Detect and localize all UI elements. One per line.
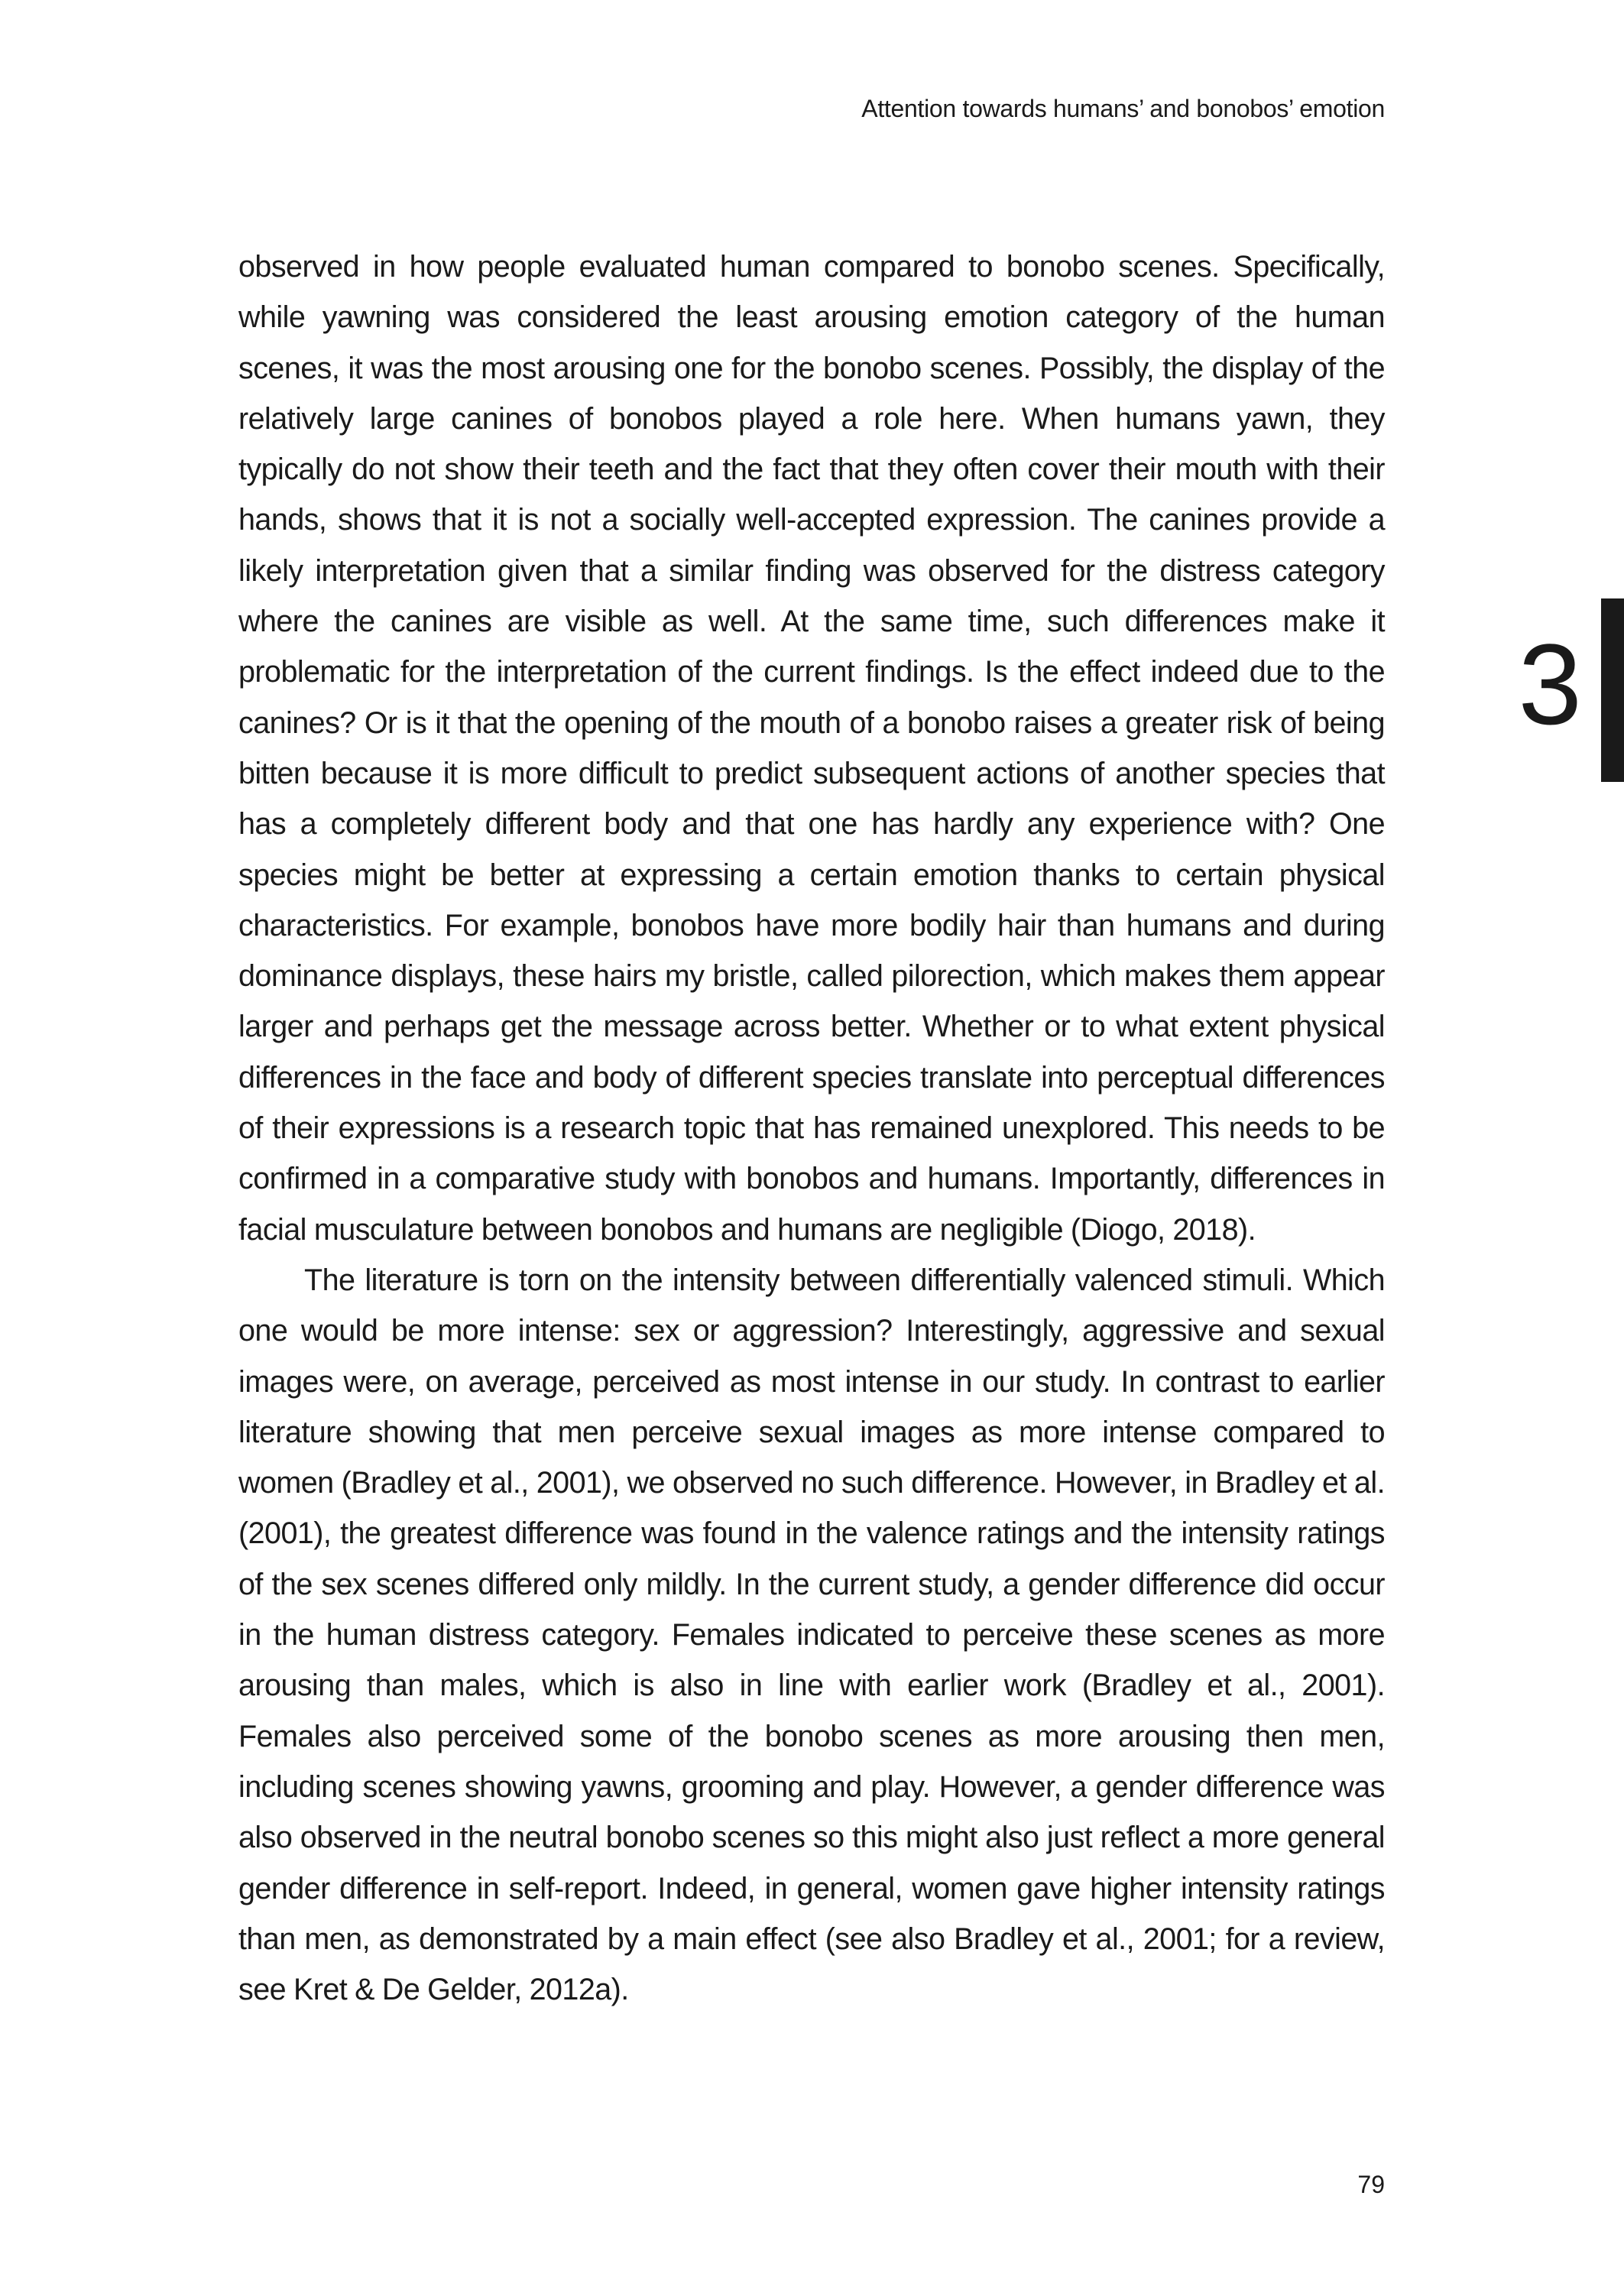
body-text [238,242,1385,2015]
running-header: Attention towards humans’ and bonobos’ emotion [861,95,1385,122]
paragraph: The literature is torn on the intensity between differentially valenced stimuli. Which one would be more intense: sex or aggression? Interestingly, aggressive and sexual images were, on average, perceived as most intense in our study. In contrast to earlier literature showing that men perceive sexual images as more intense compared to women (Bradley et al., 2001), we observed no such difference. However, in Bradley et al. (2001), the greatest difference was found in the valence ratings and the intensity ratings of the sex scenes differed only mildly. In the current study, a gender difference did occur in the human distress category. Females indicated to perceive these scenes as more arousing than males, which is also in line with earlier work (Bradley et al., 2001). Females also perceived some of the bonobo scenes as more arousing then men, including scenes showing yawns, grooming and play. However, a gender difference was also observed in the neutral bonobo scenes so this might also just reflect a more general gender difference in self-report. Indeed, in general, women gave higher intensity ratings than men, as demonstrated by a main effect (see also Bradley et al., 2001; for a review, see Kret & De Gelder, 2012a). [238,1263,1385,2007]
chapter-tab-marker [1601,598,1624,782]
page-number: 79 [1357,2171,1385,2198]
chapter-number: 3 [1518,620,1582,748]
paragraph: observed in how people evaluated human compared to bonobo scenes. Specifically, while yawning was considered the least arousing emotion category of the human scenes, it was the most arousing one for the bonobo scenes. Possibly, the display of the relatively large canines of bonobos played a role here. When humans yawn, they typically do not show their teeth and the fact that they often cover their mouth with their hands, shows that it is not a socially well-accepted expression. The canines provide a likely interpretation given that a similar finding was observed for the distress category where the canines are visible as well. At the same time, such differences make it problematic for the interpretation of the current findings. Is the effect indeed due to the canines? Or is it that the opening of the mouth of a bonobo raises a greater risk of being bitten because it is more difficult to predict subsequent actions of another species that has a completely different body and that one has hardly any experience with? One species might be better at expressing a certain emotion thanks to certain physical characteristics. For example, bonobos have more bodily hair than humans and during dominance displays, these hairs my bristle, called pilorection, which makes them appear larger and perhaps get the message across better. Whether or to what extent physical differences in the face and body of different species translate into perceptual differences of their expressions is a research topic that has remained unexplored. This needs to be confirmed in a comparative study with bonobos and humans. Importantly, differences in facial musculature between bonobos and humans are negligible (Diogo, 2018). [238,250,1385,1247]
